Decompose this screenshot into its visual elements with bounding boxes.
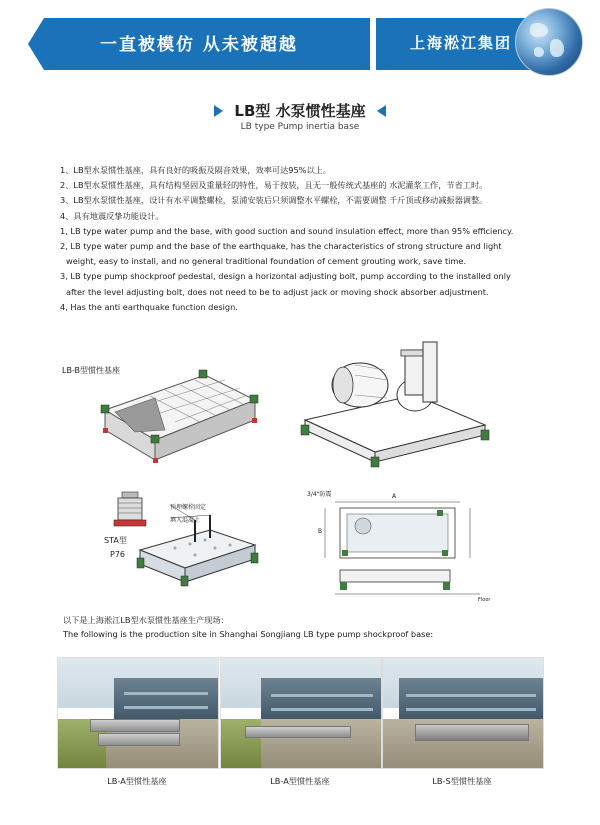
triangle-right-icon: [214, 105, 223, 117]
photo-caption: LB-A型惯性基座: [107, 776, 167, 786]
feature-item: 3、LB型水泵惯性基座，设计有水平调整螺栓，泵浦安装后只须调整水平螺栓，不需要调整 千斤顶或移动减振器调整。: [60, 195, 488, 206]
header-banner: [0, 18, 600, 70]
photo-caption: LB-S型惯性基座: [432, 776, 492, 786]
triangle-left-icon: [377, 105, 386, 117]
production-photo: [382, 657, 544, 769]
feature-item: 1、LB型水泵惯性基座，具有良好的吸振及隔音效果，效率可达95%以上。: [60, 165, 332, 175]
dimension-drawing: [305, 490, 485, 610]
production-heading-en: The following is the production site in Shanghai Songjiang LB type pump shockproof base:: [63, 629, 434, 639]
feature-item: weight, easy to install, and no general traditional foundation of cement grouting work, save time.: [66, 256, 467, 267]
production-photo: [57, 657, 219, 769]
globe-logo-icon: [515, 8, 583, 76]
lbb-base-drawing: [95, 350, 265, 470]
photo-caption: LB-A型惯性基座: [270, 776, 330, 786]
feature-item: after the level adjusting bolt, does not need to be to adjust jack or moving shock absorber adjustment.: [66, 286, 489, 297]
dim-a: A: [392, 493, 397, 500]
dim-label: 3/4"防震: [307, 491, 332, 498]
feature-item: 4、具有地震反挚功能设计。: [60, 210, 164, 221]
pump-assembly-drawing: [295, 340, 495, 475]
sta-label: STA型: [104, 536, 127, 545]
production-heading-cn: 以下是上海淞江LB型水泵惯性基座生产现场：: [63, 615, 229, 625]
feature-item: 1, LB type water pump and the base, with good suction and sound insulation effect, more than 95% efficiency.: [60, 225, 514, 236]
lbb-label: LB-B型惯性基座: [62, 366, 121, 375]
p76-label: P76: [110, 550, 126, 559]
production-photo: [220, 657, 382, 769]
slogan-text: 一直被模仿 从未被超越: [100, 35, 298, 55]
title-en: LB type Pump inertia base: [240, 122, 360, 132]
feature-item: 2, LB type water pump and the base of the earthquake, has the characteristics of strong structure and light: [60, 241, 502, 252]
feature-item: 4, Has the anti earthquake function design.: [60, 301, 238, 312]
note-concrete: 填入混凝土: [170, 517, 201, 524]
floor-label: Floor: [478, 597, 491, 603]
dim-b: B: [318, 528, 323, 535]
sta-base-drawing: [135, 500, 265, 590]
company-name: 上海淞江集团: [410, 34, 513, 52]
feature-item: 3, LB type pump shockproof pedestal, design a horizontal adjusting bolt, pump according to the installed only: [60, 271, 511, 282]
note-bolt: 预埋螺栓固定: [170, 504, 207, 511]
title-cn: LB型 水泵惯性基座: [234, 102, 366, 120]
feature-list: [60, 163, 560, 315]
page-title: [0, 100, 600, 121]
feature-item: 2、LB型水泵惯性基座，具有结构坚固及重量轻的特性，易于按装，且无一般传统式基座的 水泥灌浆工作，节省工时。: [60, 180, 488, 191]
